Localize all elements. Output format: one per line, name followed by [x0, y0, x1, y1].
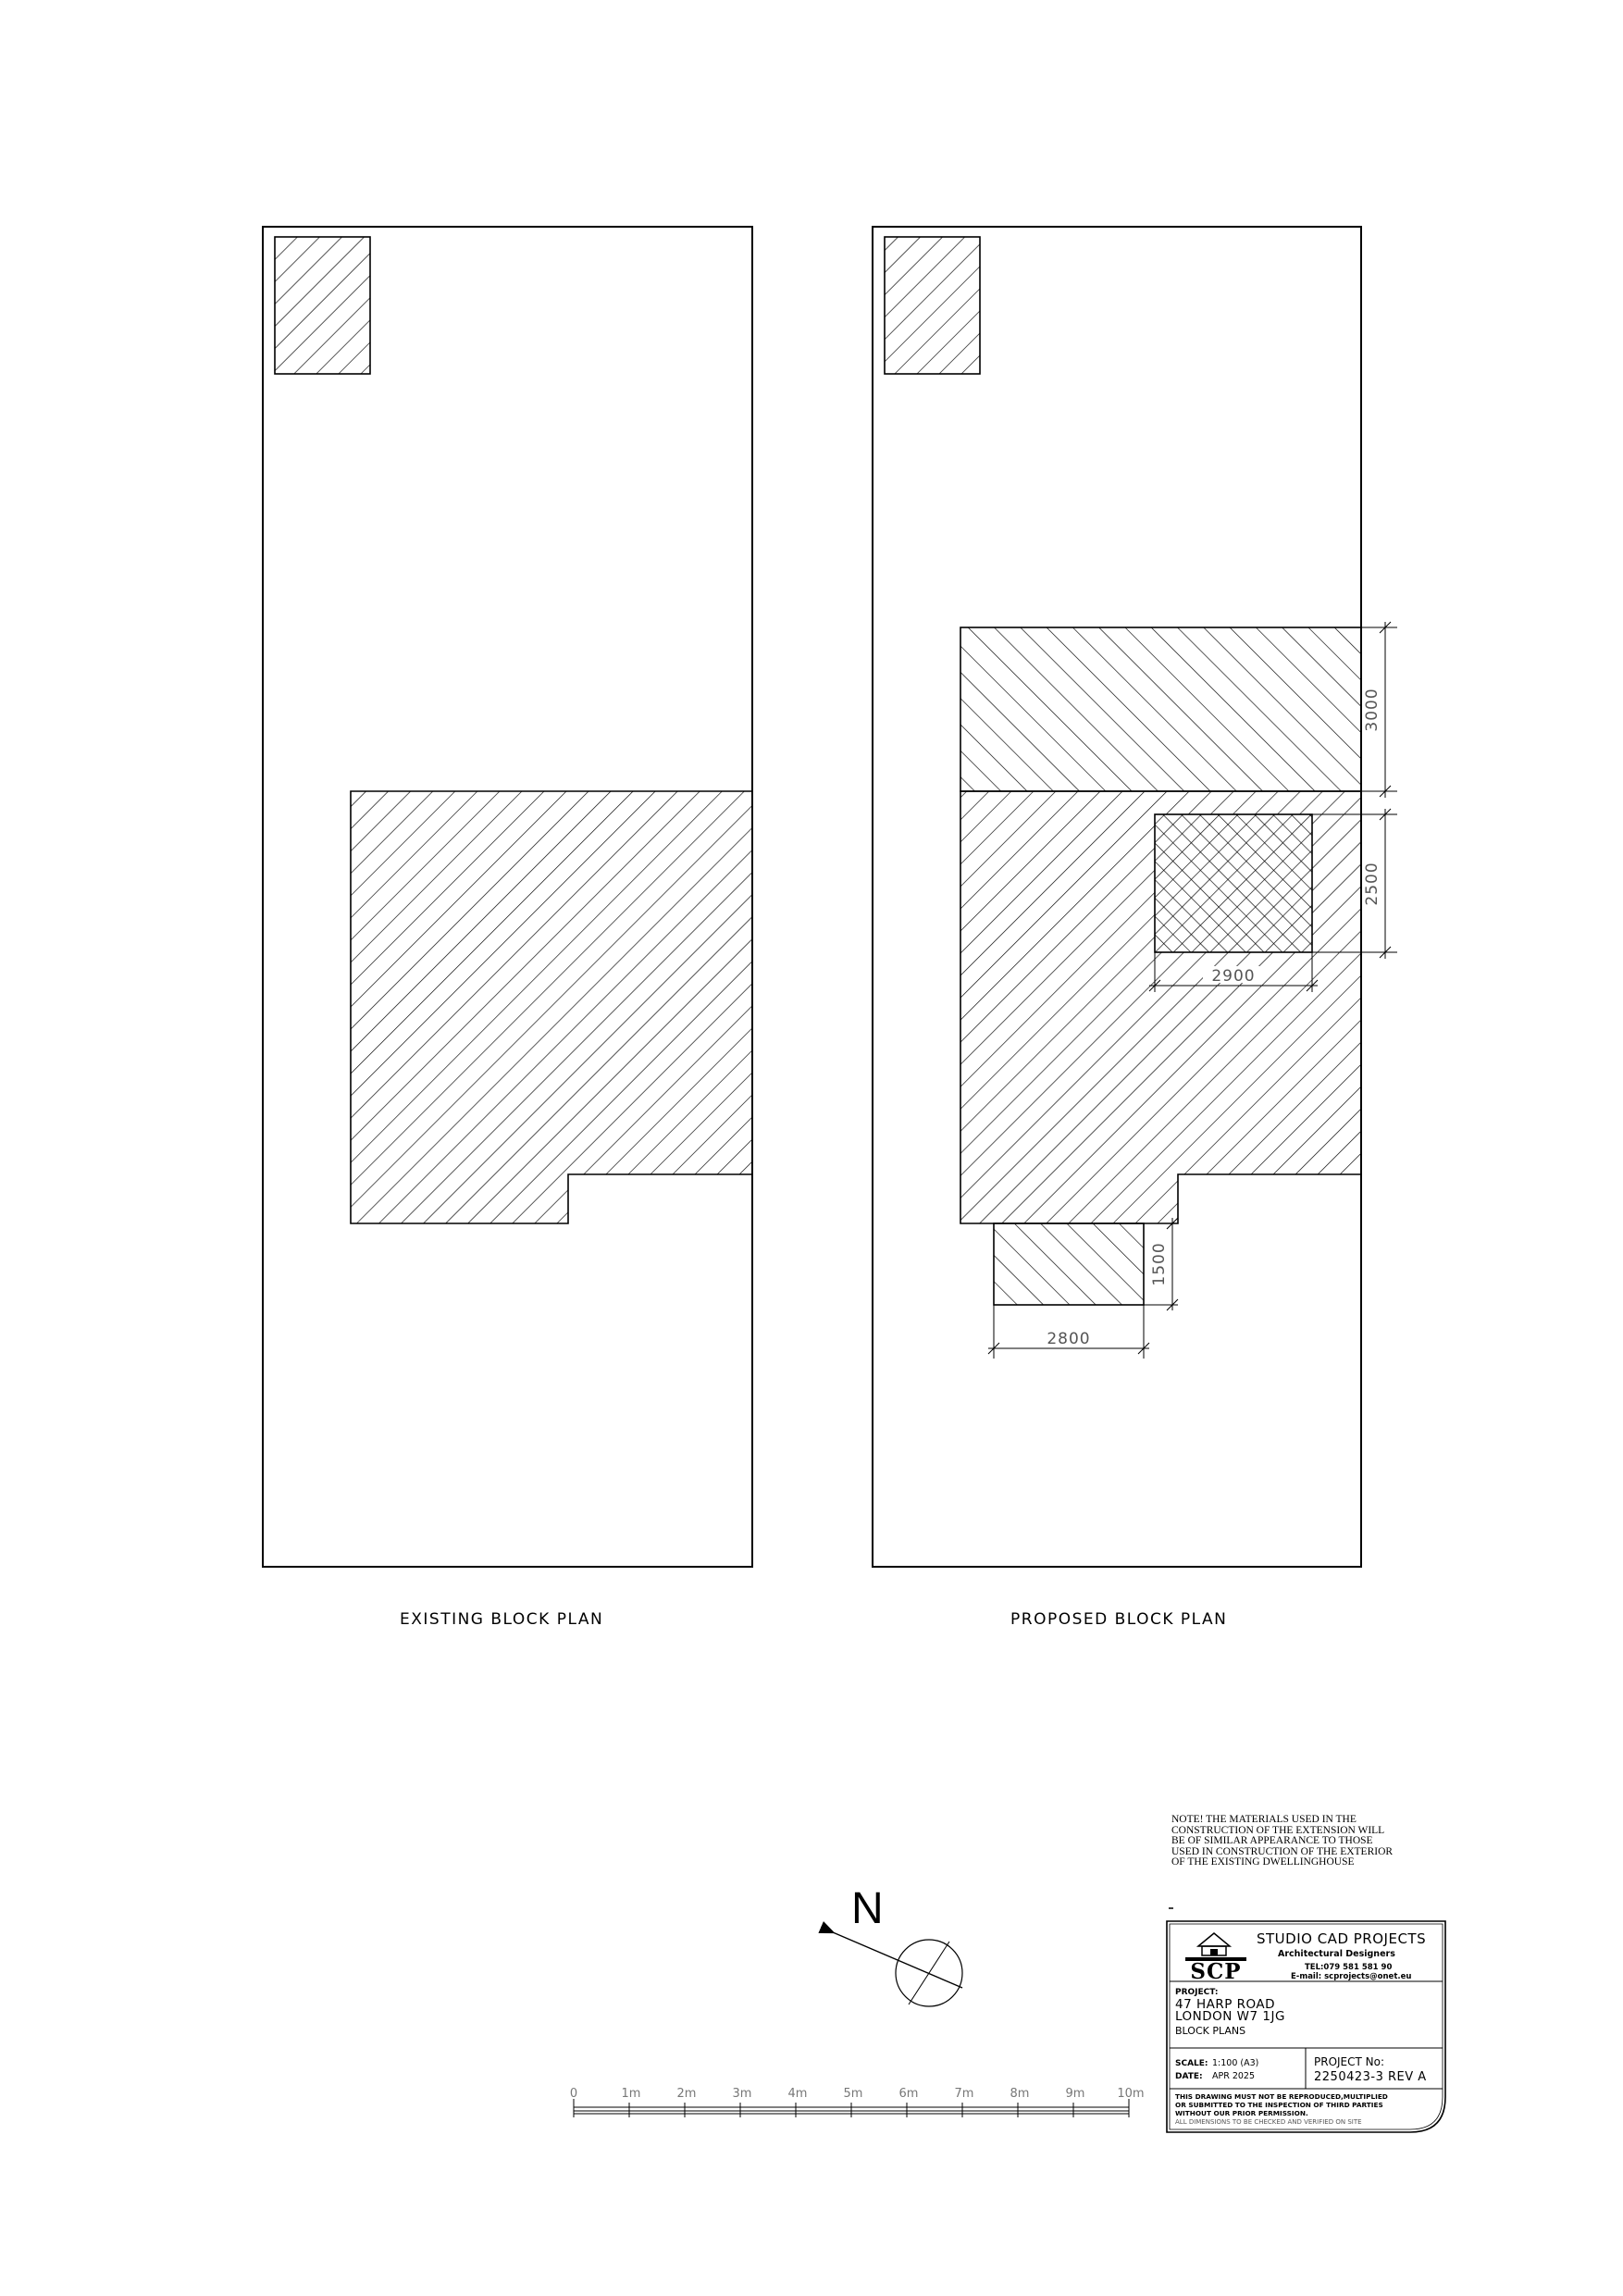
- scale-tick-label: 2m: [676, 2087, 697, 2101]
- materials-note: [1171, 1815, 1477, 1868]
- company-tel: TEL:079 581 581 90: [1305, 1963, 1393, 1972]
- dimension-1500-label: 1500: [1150, 1242, 1169, 1286]
- dimension-3000-label: 3000: [1363, 688, 1381, 732]
- logo-text: SCP: [1190, 1959, 1242, 1984]
- disclaimer-line1: THIS DRAWING MUST NOT BE REPRODUCED,MULTIPLIED: [1175, 2092, 1388, 2101]
- dimension-2900-label: 2900: [1211, 967, 1256, 986]
- project-number-label: PROJECT No:: [1314, 2055, 1385, 2068]
- disclaimer-line4: ALL DIMENSIONS TO BE CHECKED AND VERIFIED ON SITE: [1175, 2118, 1362, 2126]
- scale-tick-label: 9m: [1065, 2087, 1085, 2101]
- existing-block-plan: [263, 227, 752, 1567]
- scale-tick-label: 5m: [843, 2087, 863, 2101]
- scale-tick-label: 4m: [787, 2087, 808, 2101]
- north-pointer-icon: [833, 1932, 962, 1988]
- scale-tick-label: 3m: [732, 2087, 752, 2101]
- company-tagline: Architectural Designers: [1278, 1949, 1395, 1959]
- scale-tick-label: 1m: [621, 2087, 641, 2101]
- proposed-outbuilding: [885, 237, 980, 374]
- proposed-rear-extension: [960, 627, 1361, 791]
- scale-value: 1:100 (A3): [1212, 2058, 1259, 2068]
- project-number-value: 2250423-3 REV A: [1314, 2070, 1427, 2084]
- project-heading: PROJECT:: [1175, 1988, 1219, 1997]
- existing-plan-label: EXISTING BLOCK PLAN: [400, 1610, 604, 1629]
- scale-tick-label: 10m: [1117, 2087, 1145, 2101]
- note-line: NOTE! THE MATERIALS USED IN THE: [1171, 1814, 1357, 1825]
- note-line: OF THE EXISTING DWELLINGHOUSE: [1171, 1856, 1355, 1868]
- title-block: [1167, 1908, 1445, 2132]
- scale-bar: [570, 2087, 1145, 2117]
- existing-house-footprint: [351, 791, 752, 1223]
- scale-tick-label: 7m: [954, 2087, 974, 2101]
- drawing-title: BLOCK PLANS: [1175, 2025, 1246, 2037]
- project-address-line2: LONDON W7 1JG: [1175, 2009, 1285, 2024]
- company-logo: [1185, 1933, 1246, 1984]
- dimension-2800-label: 2800: [1047, 1330, 1091, 1348]
- date-label: DATE:: [1175, 2072, 1203, 2081]
- proposed-block-plan: [873, 227, 1397, 1567]
- scale-tick-label: 0: [569, 2087, 578, 2101]
- scale-tick-label: 8m: [1010, 2087, 1030, 2101]
- proposed-plan-label: PROPOSED BLOCK PLAN: [1010, 1610, 1228, 1629]
- project-address-line1: 47 HARP ROAD: [1175, 1997, 1276, 2012]
- north-arrow: [833, 1884, 962, 2006]
- proposed-front-porch: [994, 1223, 1144, 1305]
- dimension-2500-label: 2500: [1363, 862, 1381, 906]
- date-value: APR 2025: [1212, 2071, 1256, 2081]
- scale-label: SCALE:: [1175, 2059, 1208, 2068]
- disclaimer-line2: OR SUBMITTED TO THE INSPECTION OF THIRD PARTIES: [1175, 2101, 1383, 2109]
- north-label: N: [851, 1884, 884, 1933]
- proposed-loft-area: [1155, 814, 1312, 952]
- note-line: BE OF SIMILAR APPEARANCE TO THOSE: [1171, 1835, 1373, 1846]
- company-email: E-mail: scprojects@onet.eu: [1291, 1972, 1412, 1981]
- company-name: STUDIO CAD PROJECTS: [1257, 1930, 1427, 1947]
- scale-tick-label: 6m: [898, 2087, 919, 2101]
- note-line: USED IN CONSTRUCTION OF THE EXTERIOR: [1171, 1845, 1394, 1857]
- existing-outbuilding: [275, 237, 370, 374]
- disclaimer-line3: WITHOUT OUR PRIOR PERMISSION.: [1175, 2109, 1308, 2117]
- note-line: CONSTRUCTION OF THE EXTENSION WILL: [1171, 1824, 1385, 1836]
